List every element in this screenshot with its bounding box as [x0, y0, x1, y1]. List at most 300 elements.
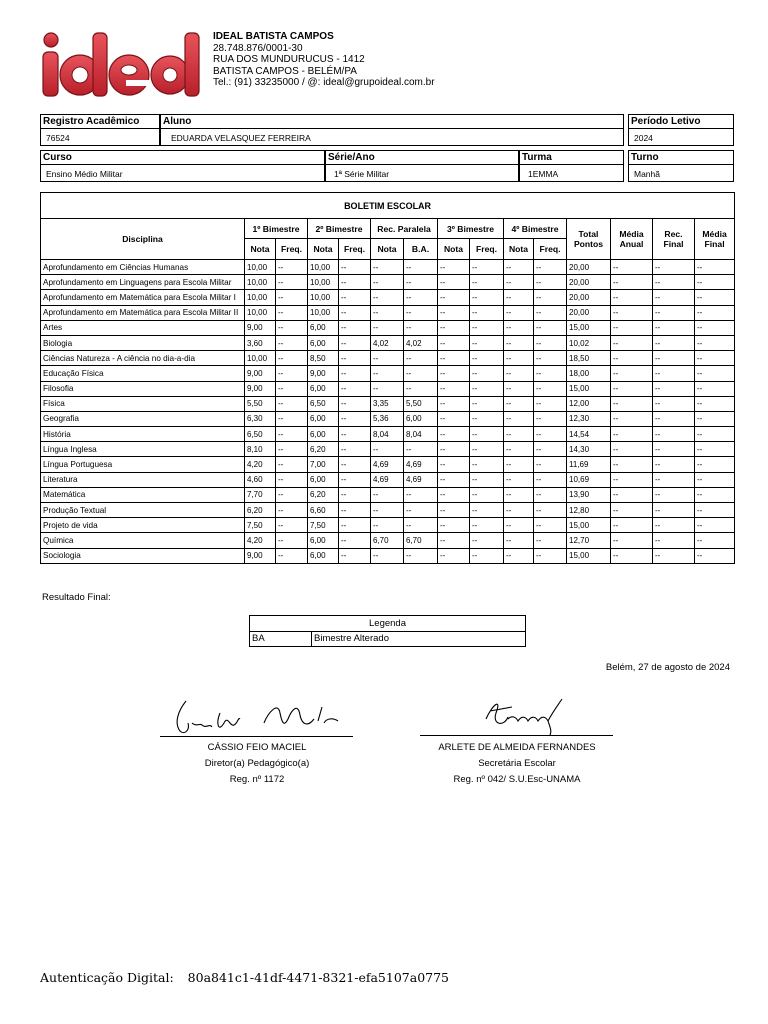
- cell-b4-freq: --: [534, 427, 567, 442]
- cell-total-pontos: 14,30: [567, 442, 611, 457]
- cell-b4-nota: --: [504, 518, 534, 533]
- cell-b1-nota: 6,30: [245, 411, 276, 426]
- sub-ba: B.A.: [404, 239, 438, 260]
- cell-b2-nota: 6,20: [308, 442, 339, 457]
- table-row: [41, 548, 735, 563]
- aluno-box: [160, 114, 624, 146]
- boletim-title: BOLETIM ESCOLAR: [41, 193, 735, 219]
- cell-rec-nota: 4,69: [371, 457, 404, 472]
- cell-rec-final: --: [653, 457, 695, 472]
- cell-b4-nota: --: [504, 411, 534, 426]
- cell-total-pontos: 13,90: [567, 487, 611, 502]
- turma-value: 1EMMA: [528, 169, 559, 179]
- aluno-label: Aluno: [163, 116, 192, 127]
- company-city: BATISTA CAMPOS - BELÉM/PA: [213, 65, 357, 77]
- cell-b1-freq: --: [276, 381, 308, 396]
- cell-rec-final: --: [653, 518, 695, 533]
- cell-rec-final: --: [653, 260, 695, 275]
- cell-total-pontos: 12,30: [567, 411, 611, 426]
- cell-media-final: --: [695, 275, 735, 290]
- cell-rec-ba: --: [404, 366, 438, 381]
- registro-value: 76524: [46, 133, 70, 143]
- cell-total-pontos: 15,00: [567, 518, 611, 533]
- cell-b2-nota: 9,00: [308, 366, 339, 381]
- cell-b2-freq: --: [339, 487, 371, 502]
- cell-b1-nota: 7,50: [245, 518, 276, 533]
- cell-b4-nota: --: [504, 487, 534, 502]
- cell-discipline: Aprofundamento em Linguagens para Escola Militar: [41, 275, 245, 290]
- cell-media-anual: --: [611, 366, 653, 381]
- sub-nota: Nota: [438, 239, 470, 260]
- cell-b2-freq: --: [339, 290, 371, 305]
- cell-b2-nota: 6,00: [308, 472, 339, 487]
- cell-rec-final: --: [653, 411, 695, 426]
- cell-b4-freq: --: [534, 351, 567, 366]
- cell-b2-nota: 6,20: [308, 487, 339, 502]
- signature-director: [168, 693, 348, 741]
- cell-b3-freq: --: [470, 442, 504, 457]
- cell-rec-ba: --: [404, 442, 438, 457]
- cell-rec-nota: --: [371, 518, 404, 533]
- cell-rec-nota: --: [371, 275, 404, 290]
- cell-b3-nota: --: [438, 503, 470, 518]
- signature-line-secretary: [420, 735, 613, 736]
- cell-b4-nota: --: [504, 260, 534, 275]
- cell-rec-ba: --: [404, 290, 438, 305]
- cell-b2-nota: 10,00: [308, 275, 339, 290]
- col-b1: 1º Bimestre: [245, 219, 308, 239]
- registro-box: [40, 114, 160, 146]
- cell-discipline: Biologia: [41, 335, 245, 350]
- cell-b3-nota: --: [438, 472, 470, 487]
- cell-b3-nota: --: [438, 427, 470, 442]
- cell-rec-nota: --: [371, 548, 404, 563]
- cell-media-final: --: [695, 487, 735, 502]
- cell-total-pontos: 18,00: [567, 366, 611, 381]
- cell-media-final: --: [695, 518, 735, 533]
- company-contact: Tel.: (91) 33235000 / @: ideal@grupoideal.com.br: [213, 77, 435, 89]
- cell-discipline: Matemática: [41, 487, 245, 502]
- cell-rec-final: --: [653, 366, 695, 381]
- grades-table: [40, 192, 735, 564]
- serie-box: [325, 150, 519, 182]
- cell-b3-nota: --: [438, 275, 470, 290]
- cell-discipline: Geografia: [41, 411, 245, 426]
- cell-media-anual: --: [611, 260, 653, 275]
- cell-media-final: --: [695, 305, 735, 320]
- cell-b4-nota: --: [504, 290, 534, 305]
- cell-b2-nota: 6,00: [308, 381, 339, 396]
- resultado-final-label: Resultado Final:: [42, 592, 111, 603]
- cell-b1-nota: 9,00: [245, 320, 276, 335]
- cell-b1-nota: 9,00: [245, 366, 276, 381]
- legend-code: BA: [250, 631, 312, 647]
- cell-rec-ba: 5,50: [404, 396, 438, 411]
- cell-b4-nota: --: [504, 472, 534, 487]
- cell-total-pontos: 15,00: [567, 320, 611, 335]
- cell-b2-freq: --: [339, 472, 371, 487]
- cell-total-pontos: 10,69: [567, 472, 611, 487]
- cell-b1-freq: --: [276, 427, 308, 442]
- cell-b3-nota: --: [438, 366, 470, 381]
- cell-b2-nota: 6,60: [308, 503, 339, 518]
- cell-b3-freq: --: [470, 260, 504, 275]
- cell-media-final: --: [695, 548, 735, 563]
- cell-b3-nota: --: [438, 320, 470, 335]
- cell-b3-freq: --: [470, 457, 504, 472]
- cell-b2-nota: 7,00: [308, 457, 339, 472]
- cell-rec-nota: 5,36: [371, 411, 404, 426]
- cell-b1-nota: 4,20: [245, 457, 276, 472]
- cell-b1-freq: --: [276, 442, 308, 457]
- cell-b4-freq: --: [534, 518, 567, 533]
- cell-b3-freq: --: [470, 351, 504, 366]
- cell-b3-freq: --: [470, 427, 504, 442]
- cell-b1-nota: 5,50: [245, 396, 276, 411]
- auth-code: 80a841c1-41df-4471-8321-efa5107a0775: [187, 970, 449, 985]
- cell-b1-freq: --: [276, 351, 308, 366]
- cell-b3-freq: --: [470, 503, 504, 518]
- cell-b2-freq: --: [339, 366, 371, 381]
- cell-media-anual: --: [611, 518, 653, 533]
- cell-b4-nota: --: [504, 427, 534, 442]
- table-row: [41, 503, 735, 518]
- cell-b3-nota: --: [438, 518, 470, 533]
- director-name: CÁSSIO FEIO MACIEL: [207, 742, 307, 753]
- turno-label: Turno: [631, 152, 659, 163]
- cell-b4-freq: --: [534, 320, 567, 335]
- cell-total-pontos: 20,00: [567, 290, 611, 305]
- table-row: [41, 487, 735, 502]
- cell-b3-nota: --: [438, 260, 470, 275]
- cell-rec-nota: 6,70: [371, 533, 404, 548]
- cell-discipline: Língua Portuguesa: [41, 457, 245, 472]
- table-row: [41, 320, 735, 335]
- cell-b3-nota: --: [438, 351, 470, 366]
- table-row: [41, 381, 735, 396]
- cell-b3-freq: --: [470, 533, 504, 548]
- col-media-anual: Média Anual: [611, 219, 653, 260]
- cell-b3-freq: --: [470, 335, 504, 350]
- cell-media-anual: --: [611, 487, 653, 502]
- cell-media-final: --: [695, 411, 735, 426]
- cell-rec-nota: --: [371, 381, 404, 396]
- cell-discipline: Aprofundamento em Ciências Humanas: [41, 260, 245, 275]
- col-media-final: Média Final: [695, 219, 735, 260]
- cell-b4-nota: --: [504, 275, 534, 290]
- turma-label: Turma: [522, 152, 552, 163]
- cell-b3-nota: --: [438, 533, 470, 548]
- cell-total-pontos: 12,80: [567, 503, 611, 518]
- cell-media-final: --: [695, 320, 735, 335]
- cell-discipline: Artes: [41, 320, 245, 335]
- cell-b3-nota: --: [438, 548, 470, 563]
- cell-rec-final: --: [653, 533, 695, 548]
- cell-rec-nota: 4,02: [371, 335, 404, 350]
- cell-media-anual: --: [611, 381, 653, 396]
- cell-b1-freq: --: [276, 290, 308, 305]
- cell-b4-freq: --: [534, 396, 567, 411]
- cell-b1-nota: 4,60: [245, 472, 276, 487]
- company-address: RUA DOS MUNDURUCUS - 1412: [213, 54, 365, 66]
- cell-b1-nota: 3,60: [245, 335, 276, 350]
- cell-total-pontos: 15,00: [567, 548, 611, 563]
- cell-b2-freq: --: [339, 411, 371, 426]
- cell-b4-freq: --: [534, 487, 567, 502]
- cell-rec-ba: 6,00: [404, 411, 438, 426]
- cell-b3-freq: --: [470, 320, 504, 335]
- signatory-director: [157, 740, 357, 788]
- cell-discipline: Educação Física: [41, 366, 245, 381]
- cell-media-anual: --: [611, 290, 653, 305]
- cell-b4-nota: --: [504, 457, 534, 472]
- cell-rec-ba: --: [404, 260, 438, 275]
- cell-b3-nota: --: [438, 487, 470, 502]
- cell-discipline: História: [41, 427, 245, 442]
- cell-b1-freq: --: [276, 518, 308, 533]
- cell-b4-nota: --: [504, 396, 534, 411]
- cell-media-anual: --: [611, 427, 653, 442]
- cell-b2-freq: --: [339, 427, 371, 442]
- cell-b2-nota: 10,00: [308, 260, 339, 275]
- company-cnpj: 28.748.876/0001-30: [213, 42, 303, 54]
- cell-b2-freq: --: [339, 442, 371, 457]
- sub-freq: Freq.: [339, 239, 371, 260]
- cell-rec-nota: --: [371, 366, 404, 381]
- cell-b1-freq: --: [276, 457, 308, 472]
- cell-rec-final: --: [653, 351, 695, 366]
- cell-rec-nota: --: [371, 487, 404, 502]
- cell-rec-final: --: [653, 503, 695, 518]
- cell-b4-freq: --: [534, 472, 567, 487]
- cell-b1-freq: --: [276, 335, 308, 350]
- cell-b1-nota: 9,00: [245, 548, 276, 563]
- cell-b2-freq: --: [339, 260, 371, 275]
- cell-b1-freq: --: [276, 533, 308, 548]
- cell-b1-freq: --: [276, 503, 308, 518]
- cell-rec-final: --: [653, 320, 695, 335]
- table-row: [41, 518, 735, 533]
- curso-value: Ensino Médio Militar: [46, 169, 123, 179]
- signature-secretary: [478, 695, 568, 737]
- serie-label: Série/Ano: [328, 152, 375, 163]
- cell-media-final: --: [695, 260, 735, 275]
- cell-rec-final: --: [653, 381, 695, 396]
- cell-discipline: Física: [41, 396, 245, 411]
- cell-rec-ba: 8,04: [404, 427, 438, 442]
- cell-b1-freq: --: [276, 472, 308, 487]
- cell-b4-nota: --: [504, 548, 534, 563]
- cell-rec-final: --: [653, 442, 695, 457]
- registro-label: Registro Acadêmico: [43, 116, 140, 127]
- cell-b2-nota: 6,00: [308, 533, 339, 548]
- cell-b4-freq: --: [534, 533, 567, 548]
- cell-media-anual: --: [611, 548, 653, 563]
- cell-media-anual: --: [611, 533, 653, 548]
- cell-rec-ba: --: [404, 275, 438, 290]
- cell-rec-ba: --: [404, 487, 438, 502]
- cell-rec-final: --: [653, 548, 695, 563]
- cell-b4-nota: --: [504, 335, 534, 350]
- cell-media-final: --: [695, 381, 735, 396]
- cell-b2-nota: 10,00: [308, 305, 339, 320]
- cell-media-anual: --: [611, 457, 653, 472]
- cell-b4-freq: --: [534, 335, 567, 350]
- cell-b3-freq: --: [470, 366, 504, 381]
- legend-desc: Bimestre Alterado: [312, 631, 526, 647]
- table-row: [41, 305, 735, 320]
- cell-media-final: --: [695, 503, 735, 518]
- cell-rec-final: --: [653, 396, 695, 411]
- cell-media-anual: --: [611, 335, 653, 350]
- aluno-value: EDUARDA VELASQUEZ FERREIRA: [171, 133, 311, 143]
- cell-b4-freq: --: [534, 442, 567, 457]
- cell-media-final: --: [695, 457, 735, 472]
- cell-media-anual: --: [611, 351, 653, 366]
- cell-b1-freq: --: [276, 366, 308, 381]
- curso-box: [40, 150, 325, 182]
- cell-b3-nota: --: [438, 335, 470, 350]
- table-row: [41, 533, 735, 548]
- cell-media-anual: --: [611, 472, 653, 487]
- cell-b1-nota: 10,00: [245, 275, 276, 290]
- cell-b2-freq: --: [339, 396, 371, 411]
- col-disciplina: Disciplina: [41, 219, 245, 260]
- cell-b2-freq: --: [339, 533, 371, 548]
- cell-rec-final: --: [653, 275, 695, 290]
- cell-b2-nota: 6,00: [308, 335, 339, 350]
- legend-table: [249, 615, 526, 647]
- cell-b2-freq: --: [339, 320, 371, 335]
- cell-rec-ba: --: [404, 503, 438, 518]
- cell-b2-nota: 6,00: [308, 427, 339, 442]
- cell-discipline: Filosofia: [41, 381, 245, 396]
- cell-b1-freq: --: [276, 305, 308, 320]
- periodo-value: 2024: [634, 133, 653, 143]
- cell-rec-nota: --: [371, 305, 404, 320]
- sub-nota: Nota: [308, 239, 339, 260]
- cell-media-final: --: [695, 335, 735, 350]
- cell-b2-freq: --: [339, 548, 371, 563]
- cell-b3-nota: --: [438, 411, 470, 426]
- cell-b3-freq: --: [470, 381, 504, 396]
- turno-box: [628, 150, 734, 182]
- cell-b1-freq: --: [276, 411, 308, 426]
- cell-b3-freq: --: [470, 305, 504, 320]
- cell-rec-ba: --: [404, 381, 438, 396]
- cell-rec-ba: --: [404, 320, 438, 335]
- cell-media-final: --: [695, 533, 735, 548]
- sub-freq: Freq.: [276, 239, 308, 260]
- cell-b1-freq: --: [276, 260, 308, 275]
- cell-b1-nota: 10,00: [245, 305, 276, 320]
- cell-rec-final: --: [653, 290, 695, 305]
- cell-total-pontos: 20,00: [567, 260, 611, 275]
- cell-b3-freq: --: [470, 548, 504, 563]
- cell-media-anual: --: [611, 442, 653, 457]
- cell-rec-nota: 8,04: [371, 427, 404, 442]
- cell-total-pontos: 12,70: [567, 533, 611, 548]
- cell-b1-nota: 10,00: [245, 260, 276, 275]
- cell-rec-nota: --: [371, 351, 404, 366]
- cell-b4-nota: --: [504, 305, 534, 320]
- table-row: [41, 457, 735, 472]
- cell-rec-ba: --: [404, 351, 438, 366]
- secretary-name: ARLETE DE ALMEIDA FERNANDES: [438, 742, 596, 753]
- cell-b2-nota: 10,00: [308, 290, 339, 305]
- col-b4: 4º Bimestre: [504, 219, 567, 239]
- cell-total-pontos: 10,02: [567, 335, 611, 350]
- cell-discipline: Literatura: [41, 472, 245, 487]
- cell-rec-nota: --: [371, 260, 404, 275]
- cell-total-pontos: 18,50: [567, 351, 611, 366]
- cell-rec-nota: --: [371, 442, 404, 457]
- cell-b4-nota: --: [504, 351, 534, 366]
- cell-b3-nota: --: [438, 305, 470, 320]
- cell-discipline: Aprofundamento em Matemática para Escola Militar I: [41, 290, 245, 305]
- cell-discipline: Ciências Natureza - A ciência no dia-a-dia: [41, 351, 245, 366]
- cell-discipline: Aprofundamento em Matemática para Escola Militar II: [41, 305, 245, 320]
- cell-b4-nota: --: [504, 381, 534, 396]
- col-rec-final: Rec. Final: [653, 219, 695, 260]
- cell-b3-freq: --: [470, 472, 504, 487]
- cell-b1-freq: --: [276, 275, 308, 290]
- cell-b3-nota: --: [438, 290, 470, 305]
- cell-rec-final: --: [653, 335, 695, 350]
- cell-b1-nota: 10,00: [245, 351, 276, 366]
- cell-b1-nota: 4,20: [245, 533, 276, 548]
- cell-b3-freq: --: [470, 396, 504, 411]
- cell-b4-freq: --: [534, 411, 567, 426]
- cell-b2-freq: --: [339, 275, 371, 290]
- cell-rec-ba: 4,69: [404, 457, 438, 472]
- cell-b2-freq: --: [339, 305, 371, 320]
- cell-b2-nota: 6,00: [308, 411, 339, 426]
- cell-b4-nota: --: [504, 366, 534, 381]
- cell-media-final: --: [695, 351, 735, 366]
- table-row: [41, 351, 735, 366]
- cell-b4-freq: --: [534, 548, 567, 563]
- signature-line-director: [160, 736, 353, 737]
- cell-b2-freq: --: [339, 503, 371, 518]
- cell-media-anual: --: [611, 411, 653, 426]
- periodo-box: [628, 114, 734, 146]
- company-info: [213, 31, 435, 89]
- cell-b2-freq: --: [339, 518, 371, 533]
- cell-media-anual: --: [611, 320, 653, 335]
- sub-freq: Freq.: [470, 239, 504, 260]
- cell-rec-nota: --: [371, 290, 404, 305]
- col-rec: Rec. Paralela: [371, 219, 438, 239]
- cell-b2-freq: --: [339, 457, 371, 472]
- cell-b3-freq: --: [470, 487, 504, 502]
- cell-rec-final: --: [653, 472, 695, 487]
- secretary-reg: Reg. nº 042/ S.U.Esc-UNAMA: [453, 774, 581, 785]
- grades-body: [41, 260, 735, 564]
- secretary-role: Secretária Escolar: [478, 758, 556, 769]
- issue-date: Belém, 27 de agosto de 2024: [605, 662, 730, 673]
- cell-media-anual: --: [611, 275, 653, 290]
- ideal-logo: [40, 30, 202, 100]
- col-total: Total Pontos: [567, 219, 611, 260]
- cell-discipline: Língua Inglesa: [41, 442, 245, 457]
- cell-b3-nota: --: [438, 381, 470, 396]
- table-row: [41, 472, 735, 487]
- cell-rec-ba: --: [404, 548, 438, 563]
- cell-b4-nota: --: [504, 503, 534, 518]
- cell-b2-nota: 6,50: [308, 396, 339, 411]
- cell-b3-nota: --: [438, 396, 470, 411]
